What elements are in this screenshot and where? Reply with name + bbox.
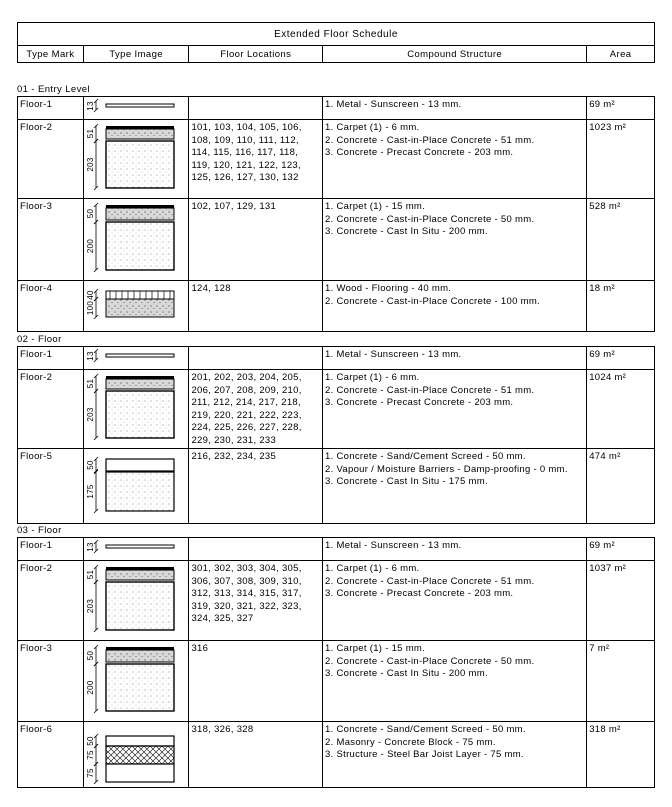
structure-layer: 3. Concrete - Precast Concrete - 203 mm. [325, 588, 514, 599]
dimension-label: 50 [85, 208, 95, 219]
area-cell: 1023 m² [589, 122, 627, 133]
structure-layer: 1. Concrete - Sand/Cement Screed - 50 mm. [325, 724, 526, 735]
structure-layer: 3. Concrete - Cast In Situ - 200 mm. [325, 226, 488, 237]
table-row[interactable] [18, 347, 654, 370]
type-mark-cell: Floor-2 [18, 120, 84, 198]
header-type-image[interactable]: Type Image [84, 46, 190, 62]
compound-structure-cell [323, 722, 587, 787]
table-row[interactable] [18, 120, 654, 199]
compound-structure-cell [323, 199, 587, 280]
table-row[interactable] [18, 199, 654, 281]
area-cell: 69 m² [589, 349, 615, 360]
schedule-table [17, 22, 655, 63]
dimension-label: 50 [85, 650, 95, 661]
type-image-cell [84, 449, 190, 523]
compound-structure-cell [323, 97, 587, 119]
compound-structure-cell [323, 641, 587, 721]
group-table [17, 96, 655, 332]
table-row[interactable] [18, 97, 654, 120]
table-row[interactable] [18, 449, 654, 523]
dimension-label: 75 [85, 750, 95, 760]
floor-locations-cell: 124, 128 [189, 281, 323, 331]
structure-layer: 1. Metal - Sunscreen - 13 mm. [325, 349, 462, 360]
type-image-cell [84, 120, 190, 198]
type-mark-cell: Floor-2 [18, 370, 84, 448]
structure-layer: 2. Concrete - Cast-in-Place Concrete - 51 mm. [325, 575, 535, 587]
group-label: 03 - Floor [17, 525, 62, 536]
floor-locations-cell: 301, 302, 303, 304, 305, 306, 307, 308, 309, 310, 312, 313, 314, 315, 317, 319, 320, 321, 322, 323, 324, 325, 327 [189, 561, 323, 640]
dimension-label: 203 [85, 157, 95, 172]
type-mark-cell: Floor-3 [18, 641, 84, 721]
dimension-label: 200 [85, 238, 95, 254]
floor-section-image [84, 120, 189, 198]
type-image-cell [84, 641, 190, 721]
group-table [17, 537, 655, 788]
structure-layer: 2. Concrete - Cast-in-Place Concrete - 100 mm. [325, 295, 540, 307]
floor-section-image [84, 97, 189, 119]
group-label: 02 - Floor [17, 334, 62, 345]
group-table [17, 346, 655, 524]
floor-locations-cell: 102, 107, 129, 131 [189, 199, 323, 280]
area-cell: 318 m² [589, 724, 621, 735]
type-image-cell [84, 538, 190, 560]
structure-layer: 2. Vapour / Moisture Barriers - Damp-proofing - 0 mm. [325, 463, 568, 475]
type-image-cell [84, 97, 190, 119]
floor-section-image [84, 449, 189, 522]
floor-section-image [84, 347, 189, 369]
floor-section-image [84, 561, 189, 640]
floor-section-image [84, 538, 189, 560]
structure-layer: 1. Metal - Sunscreen - 13 mm. [325, 540, 462, 551]
type-mark-cell: Floor-1 [18, 347, 84, 369]
floor-locations-cell [189, 97, 323, 119]
compound-structure-cell [323, 370, 587, 448]
dimension-label: 13 [85, 542, 95, 552]
compound-structure-cell [323, 449, 587, 523]
floor-locations-cell: 216, 232, 234, 235 [189, 449, 323, 523]
type-image-cell [84, 347, 190, 369]
dimension-label: 175 [85, 484, 95, 499]
dimension-label: 50 [85, 460, 95, 470]
group-label: 01 - Entry Level [17, 84, 90, 95]
compound-structure-cell [323, 347, 587, 369]
structure-layer: 2. Concrete - Cast-in-Place Concrete - 51 mm. [325, 134, 535, 146]
area-cell: 18 m² [589, 283, 615, 294]
area-cell: 69 m² [589, 99, 615, 110]
structure-layer: 1. Wood - Flooring - 40 mm. [325, 283, 452, 294]
floor-section-image [84, 281, 189, 330]
compound-structure-cell [323, 281, 587, 331]
type-image-cell [84, 370, 190, 448]
type-image-cell [84, 281, 190, 331]
dimension-label: 51 [85, 128, 95, 139]
table-row[interactable] [18, 722, 654, 787]
header-row [17, 46, 655, 63]
floor-locations-cell: 316 [189, 641, 323, 721]
compound-structure-cell [323, 561, 587, 640]
dimension-label: 50 [85, 736, 95, 746]
dimension-label: 13 [85, 101, 95, 111]
header-type-mark[interactable]: Type Mark [18, 46, 84, 62]
floor-section-image [84, 199, 189, 280]
structure-layer: 3. Structure - Steel Bar Joist Layer - 75 mm. [325, 749, 524, 760]
structure-layer: 1. Carpet (1) - 6 mm. [325, 563, 420, 574]
floor-locations-cell: 318, 326, 328 [189, 722, 323, 787]
floor-locations-cell: 101, 103, 104, 105, 106, 108, 109, 110, 111, 112, 114, 115, 116, 117, 118, 119, 120, 121, 122, 123, 125, 126, 127, 130, 132 [189, 120, 323, 198]
schedule-title: Extended Floor Schedule [17, 22, 655, 46]
dimension-label: 203 [85, 407, 95, 422]
dimension-label: 75 [85, 768, 95, 778]
dimension-label: 203 [85, 598, 95, 614]
header-compound-structure[interactable]: Compound Structure [323, 46, 587, 62]
table-row[interactable] [18, 370, 654, 449]
area-cell: 474 m² [589, 451, 621, 462]
area-cell: 1024 m² [589, 372, 627, 383]
dimension-label: 51 [85, 378, 95, 389]
dimension-label: 40 [85, 290, 95, 300]
structure-layer: 3. Concrete - Cast In Situ - 175 mm. [325, 476, 488, 487]
structure-layer: 1. Concrete - Sand/Cement Screed - 50 mm. [325, 451, 526, 462]
dimension-label: 100 [85, 300, 95, 316]
area-cell: 1037 m² [589, 563, 627, 574]
floor-section-image [84, 370, 189, 448]
area-cell: 528 m² [589, 201, 621, 212]
type-mark-cell: Floor-6 [18, 722, 84, 787]
floor-locations-cell [189, 347, 323, 369]
type-mark-cell: Floor-1 [18, 538, 84, 560]
type-image-cell [84, 722, 190, 787]
type-mark-cell: Floor-3 [18, 199, 84, 280]
structure-layer: 3. Concrete - Precast Concrete - 203 mm. [325, 397, 514, 408]
dimension-label: 200 [85, 680, 95, 695]
type-mark-cell: Floor-1 [18, 97, 84, 119]
structure-layer: 2. Concrete - Cast-in-Place Concrete - 50 mm. [325, 655, 535, 667]
type-mark-cell: Floor-2 [18, 561, 84, 640]
dimension-label: 13 [85, 351, 95, 361]
structure-layer: 2. Concrete - Cast-in-Place Concrete - 51 mm. [325, 384, 535, 396]
type-image-cell [84, 561, 190, 640]
structure-layer: 2. Concrete - Cast-in-Place Concrete - 50 mm. [325, 213, 535, 225]
table-row[interactable] [18, 538, 654, 561]
floor-locations-cell [189, 538, 323, 560]
floor-section-image [84, 722, 189, 786]
floor-locations-cell: 201, 202, 203, 204, 205, 206, 207, 208, 209, 210, 211, 212, 214, 217, 218, 219, 220, 221, 222, 223, 224, 225, 226, 227, 228, 229, 230, 231, 233 [189, 370, 323, 448]
type-mark-cell: Floor-4 [18, 281, 84, 331]
area-cell: 7 m² [589, 643, 610, 654]
structure-layer: 3. Concrete - Precast Concrete - 203 mm. [325, 147, 514, 158]
floor-section-image [84, 641, 189, 721]
structure-layer: 2. Masonry - Concrete Block - 75 mm. [325, 736, 496, 748]
area-cell: 69 m² [589, 540, 615, 551]
type-mark-cell: Floor-5 [18, 449, 84, 523]
structure-layer: 1. Carpet (1) - 6 mm. [325, 122, 420, 133]
table-row[interactable] [18, 641, 654, 722]
structure-layer: 1. Carpet (1) - 6 mm. [325, 372, 420, 383]
header-area[interactable]: Area [609, 48, 632, 60]
table-row[interactable] [18, 561, 654, 641]
structure-layer: 1. Carpet (1) - 15 mm. [325, 643, 426, 654]
structure-layer: 1. Metal - Sunscreen - 13 mm. [325, 99, 462, 110]
header-floor-locations[interactable]: Floor Locations [189, 46, 323, 62]
structure-layer: 1. Carpet (1) - 15 mm. [325, 201, 426, 212]
type-image-cell [84, 199, 190, 280]
table-row[interactable] [18, 281, 654, 331]
structure-layer: 3. Concrete - Cast In Situ - 200 mm. [325, 668, 488, 679]
dimension-label: 51 [85, 569, 95, 580]
compound-structure-cell [323, 120, 587, 198]
compound-structure-cell [323, 538, 587, 560]
